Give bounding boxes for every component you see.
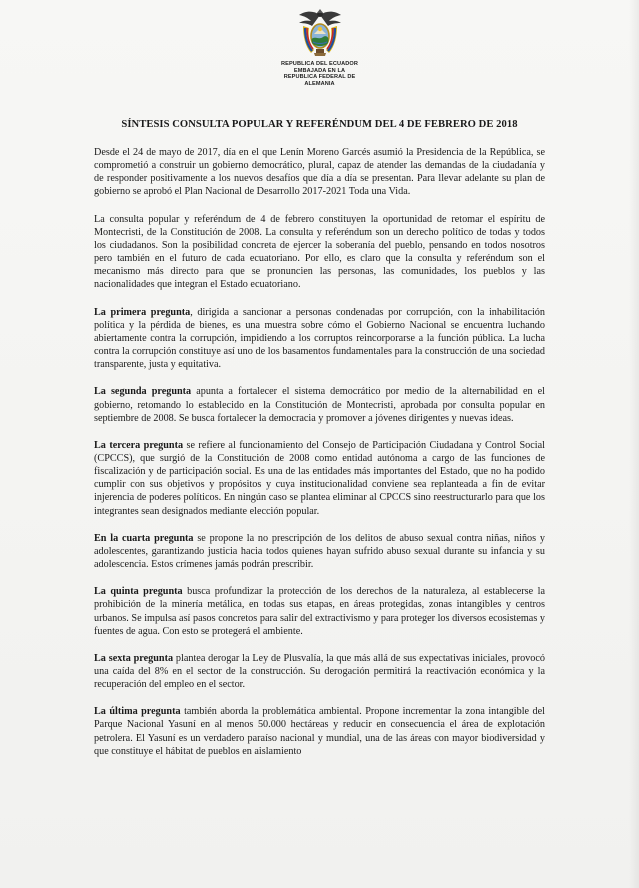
paragraph-text: apunta a fortalecer el sistema democrático por medio de la alternabilidad en el gobierno, retomando lo establecido en la Constitución de Montecristi, aprobada por consulta popular en septiembre de 2008. Se busca fortalecer la democracia y promover a jóvenes dirigentes y nuevas ideas. (94, 386, 545, 424)
paragraph-question-2 (94, 385, 545, 424)
letterhead (0, 6, 639, 87)
coat-of-arms-icon (297, 6, 343, 58)
paragraph-text: plantea derogar la Ley de Plusvalía, la que más allá de sus expectativas iniciales, provocó una caída del 8% en el sector de la construcción. Su derogación permitirá la reactivación económica y la recuperación del empleo en el sector. (94, 652, 545, 691)
paragraph-text: también aborda la problemática ambiental. Propone incrementar la zona intangible del Parque Nacional Yasuní en al menos 50.000 hectáreas y reducir en consecuencia el área de explotación petrolera. El Yasuní es un verdadero paraíso nacional y mundial, una de las áreas con mayor biodiversidad y que constituye el hábitat de pueblos en aislamiento (94, 706, 546, 757)
embassy-line: REPUBLICA DEL ECUADOR (281, 61, 358, 67)
paragraph-text: , dirigida a sancionar a personas condenadas por corrupción, con la inhabilitación política y la pérdida de bienes, es una muestra sobre cómo el Gobierno Nacional se encuentra luchando abiertamente contra la corrupción, impidiendo a los corruptos reincorporarse a la función pública. La lucha contra la corrupción constituye así uno de los basamentos fundamentales para la construcción de una sociedad transparente, justa y equitativa. (94, 306, 545, 371)
paragraph-lead: La quinta pregunta (94, 586, 183, 598)
paragraph-question-4 (94, 532, 545, 571)
paragraph-lead: La última pregunta (94, 706, 181, 718)
paragraph-question-5 (94, 585, 545, 638)
page-edge-shadow (629, 0, 639, 888)
paragraph-question-3 (94, 439, 545, 518)
paragraph-lead: La segunda pregunta (94, 386, 192, 398)
embassy-name (281, 61, 358, 87)
paragraph-text: La consulta popular y referéndum de 4 de febrero constituyen la oportunidad de retomar el espíritu de Montecristi, de la Constitución de 2008. La consulta y referéndum son un derecho político de todas y todos los ciudadanos. Son la posibilidad concreta de ejercer la soberanía del pueblo, pensando en todos nosotros pero también en el futuro de cada ecuatoriano. Por ello, es claro que la consulta y referéndum son el mecanismo más directo para que se pronuncien las personas, las comunidades, los pueblos y las nacionalidades que integran el Estado ecuatoriano. (94, 213, 545, 291)
paragraph-text: se propone la no prescripción de los delitos de abuso sexual contra niñas, niños y adolescentes, garantizando justicia hacia todos quienes hayan sufrido abuso sexual durante su infancia y su adolescencia. Estos crímenes jamás podrán prescribir. (94, 532, 545, 571)
paragraph-lead: La sexta pregunta (94, 652, 174, 664)
paragraph-text: busca profundizar la protección de los derechos de la naturaleza, al establecerse la prohibición de la minería metálica, en todas sus etapas, en áreas protegidas, zonas intangibles y centros urbanos. Se impulsa así pasos concretos para salir del extractivismo y para proteger los diversos ecosistemas y fuentes de agua. Con esto se protegerá el ambiente. (94, 586, 546, 637)
embassy-line: EMBAJADA EN LA (293, 67, 346, 74)
paragraph-question-1 (94, 306, 545, 372)
paragraph-text: se refiere al funcionamiento del Consejo de Participación Ciudadana y Control Social (CPCCS), que surgió de la Constitución de 2008 como entidad autónoma a cargo de las funciones de fiscalización y de participación social. Es una de las entidades más importantes del Estado, que no ha podido cumplir con sus objetivos y propósitos y cuya institucionalidad conviene sea replanteada a fin de evitar injerencia de poderes políticos. En ningún caso se plantea eliminar al CPCCS sino reestructurarlo para que los integrantes sean designados mediante elección popular. (94, 439, 545, 517)
document-body (94, 146, 545, 772)
paragraph-lead: La tercera pregunta (94, 439, 184, 451)
paragraph-question-7 (94, 705, 545, 758)
paragraph-question-6 (94, 652, 545, 691)
paragraph-lead: La primera pregunta (94, 306, 191, 318)
paragraph-context (94, 213, 545, 292)
paragraph-intro (94, 146, 545, 199)
paragraph-lead: En la cuarta pregunta (94, 532, 194, 544)
paragraph-text: Desde el 24 de mayo de 2017, día en el que Lenín Moreno Garcés asumió la Presidencia de la República, se comprometió a construir un gobierno democrático, plural, capaz de atender las demandas de la ciudadanía y de responder positivamente a los nuevos desafíos que día a día se presentan. Para llevar adelante su plan de gobierno se aprobó el Plan Nacional de Desarrollo 2017-2021 Toda una Vida. (94, 147, 545, 198)
embassy-line: ALEMANIA (304, 80, 335, 87)
document-title: SÍNTESIS CONSULTA POPULAR Y REFERÉNDUM DEL 4 DE FEBRERO DE 2018 (121, 119, 518, 130)
embassy-line: REPUBLICA FEDERAL DE (283, 74, 356, 81)
